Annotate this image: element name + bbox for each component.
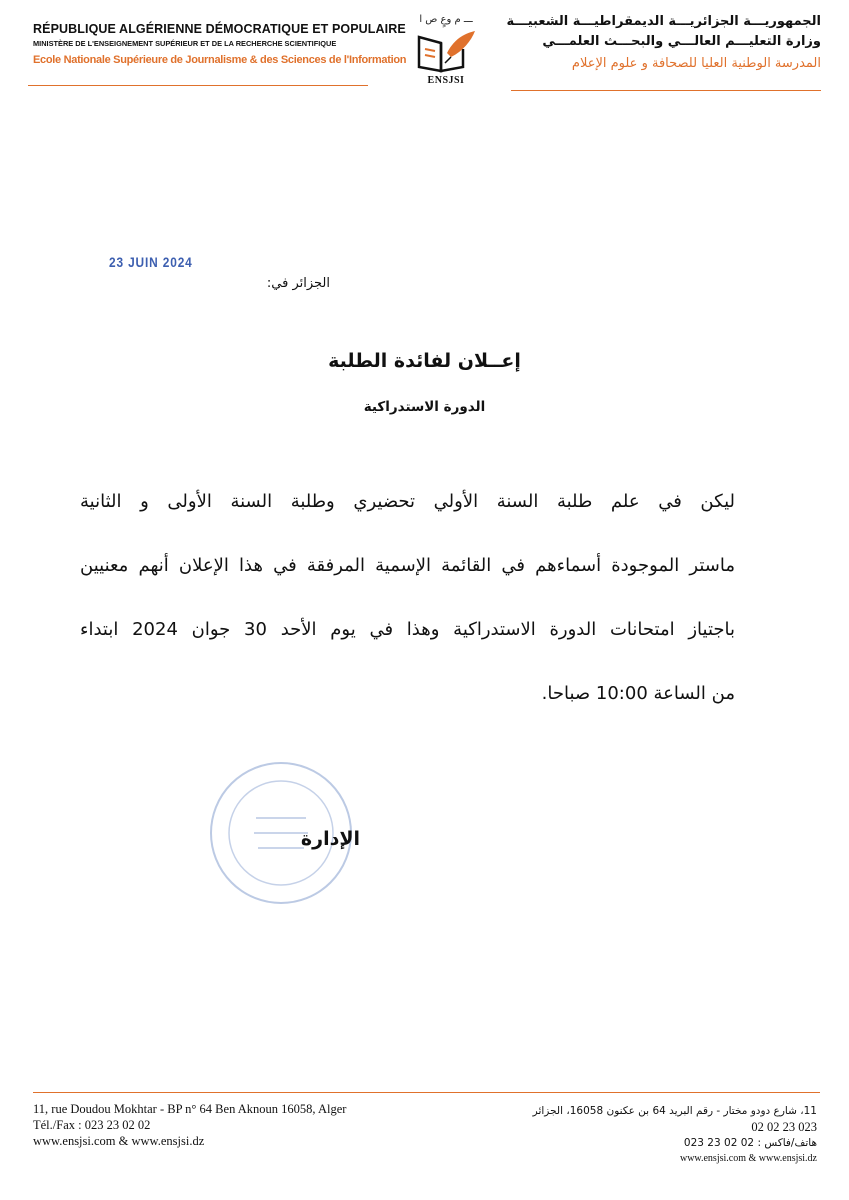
header-arabic (506, 14, 821, 71)
date-stamp: 23 JUIN 2024 (109, 254, 193, 270)
footer-web-fr: www.ensjsi.com & www.ensjsi.dz (33, 1134, 205, 1148)
header-right-divider (511, 90, 821, 91)
header-ministry-fr: MINISTÈRE DE L'ENSEIGNEMENT SUPÉRIEUR ET DE LA RECHERCHE SCIENTIFIQUE (33, 39, 337, 48)
place-date-label: الجزائر في: (266, 276, 330, 291)
header-school-fr: Ecole Nationale Supérieure de Journalisme & des Sciences de l'Information (33, 54, 407, 66)
header-left-divider (28, 85, 368, 86)
school-logo (404, 14, 488, 96)
footer-address-fr: 11, rue Doudou Mokhtar - BP n° 64 Ben Aknoun 16058, Alger (33, 1102, 347, 1116)
body-line: ماستر الموجودة أسماءهم في القائمة الإسمية المرفقة في هذا الإعلان أنهم معنيين (80, 555, 735, 576)
footer-phone-fr: Tél./Fax : 023 23 02 02 (33, 1118, 151, 1132)
announcement-body (80, 470, 735, 726)
logo-name: ENSJSI (427, 75, 465, 86)
header-republic-fr: RÉPUBLIQUE ALGÉRIENNE DÉMOCRATIQUE ET POPULAIRE (33, 22, 406, 36)
signature-administration: الإدارة (300, 828, 360, 850)
header-ministry-ar: وزارة التعليـــم العالـــي والبحـــث العلمـــي (542, 34, 821, 49)
body-line: ليكن في علم طلبة السنة الأولي تحضيري وطلبة السنة الأولى و الثانية (80, 491, 735, 512)
footer-phone-ar: هاتف/فاكس : 02 02 23 023 (683, 1137, 817, 1149)
book-quill-icon (411, 27, 481, 77)
footer-address-ar: 11، شارع دودو مختار - رقم البريد 64 بن عكنون 16058، الجزائر (532, 1105, 817, 1117)
announcement-subtitle: الدورة الاستدراكية (363, 399, 486, 415)
footer-divider (33, 1092, 820, 1093)
footer-french (33, 1101, 346, 1149)
body-line: من الساعة 10:00 صباحا. (541, 683, 735, 704)
header-republic-ar: الجمهوريـــة الجزائريـــة الديمقراطيـــة الشعبيـــة (506, 14, 821, 29)
footer-phone-number: 023 23 02 02 (751, 1120, 817, 1134)
footer-web-ar: www.ensjsi.com & www.ensjsi.dz (679, 1153, 817, 1164)
announcement-title: إعــلان لفائدة الطلبة (328, 350, 521, 372)
header-school-ar: المدرسة الوطنية العليا للصحافة و علوم الإعلام (571, 56, 821, 71)
header-french (33, 22, 407, 66)
logo-slogan: ـــ م وعٍ ص ا (419, 14, 473, 25)
body-line: باجتياز امتحانات الدورة الاستدراكية وهذا في يوم الأحد 30 جوان 2024 ابتداء (80, 619, 735, 640)
footer-arabic (497, 1103, 817, 1167)
